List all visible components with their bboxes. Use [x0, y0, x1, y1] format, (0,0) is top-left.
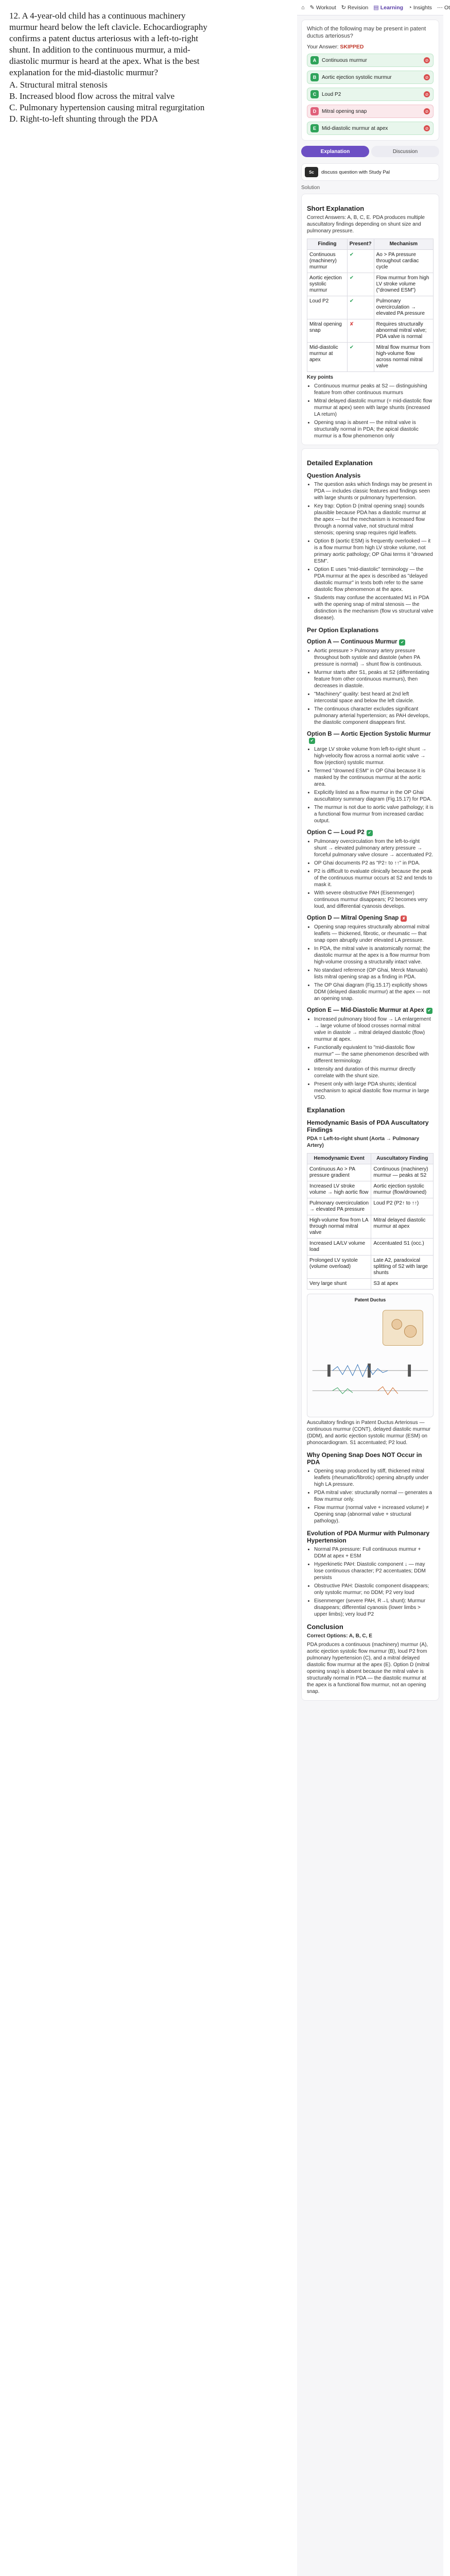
discuss-with-studypal[interactable] — [301, 163, 439, 181]
key-points-label: Key points — [307, 375, 334, 380]
option-points — [307, 924, 434, 1002]
table-row — [307, 250, 434, 273]
why-list — [307, 1468, 434, 1524]
answer-option-d[interactable] — [307, 105, 434, 118]
table-cell: Continuous (machinery) murmur — peaks at S2 — [371, 1164, 434, 1181]
table-cell: Loud P2 (P2↑ to ↑↑) — [371, 1198, 434, 1215]
check-icon: ✔ — [309, 738, 315, 744]
hemo-title: Hemodynamic Basis of PDA Auscultatory Findings — [307, 1119, 429, 1133]
table-header: Present? — [347, 239, 374, 250]
list-item: • Continuous murmur peaks at S2 — distinguishing feature from other continuous murmurs — [314, 383, 434, 396]
revision-icon: ↻ — [341, 5, 346, 11]
evolution-list — [307, 1546, 434, 1618]
check-icon: ✔ — [347, 273, 374, 296]
list-item: • Option B (aortic ESM) is frequently overlooked — it is a flow murmur from high LV stroke volume, not primary aortic pathology; OP Ghai terms it "drowned ESM". — [314, 538, 434, 565]
nav-home[interactable] — [301, 5, 305, 11]
option-text: Mid-diastolic murmur at apex — [322, 125, 388, 131]
list-item: • Opening snap requires structurally abnormal mitral leaflets — thickened, fibrotic, or rheumatic — that snap open abruptly under elevated LA pressure. — [314, 924, 434, 944]
answer-option-c[interactable] — [307, 88, 434, 101]
table-cell: Pulmonary overcirculation → elevated PA pressure — [374, 296, 433, 319]
option-e-title: Option E — Mid-Diastolic Murmur at Apex — [307, 1007, 424, 1013]
list-item: • Normal PA pressure: Full continuous murmur + DDM at apex + ESM — [314, 1546, 434, 1560]
short-explanation-text: Correct Answers: A, B, C, E. PDA produces multiple auscultatory findings depending on shunt size and pulmonary pressure. — [307, 215, 425, 234]
heart-chamber — [392, 1319, 402, 1330]
option-points — [307, 1016, 434, 1101]
question-stem: 12. A 4-year-old child has a continuous machinery murmur heard below the left clavicle. Echocardiography confirms a patent ductus arteriosus with a left-to-right shunt. In addition to the continuous murmur, a mid-diastolic murmur is heard at the apex. What is the best explanation for the mid-diastolic murmur? — [9, 11, 207, 77]
option-letter: E — [310, 124, 319, 132]
discuss-text: discuss question with Study Pal — [321, 169, 390, 175]
option-text: Loud P2 — [322, 91, 341, 97]
table-cell: S3 at apex — [371, 1279, 434, 1290]
explanation-title: Explanation — [307, 1106, 345, 1114]
card-question-title: Which of the following may be present in patent ductus arteriosus? — [307, 26, 426, 39]
nav-workout[interactable] — [310, 4, 336, 11]
option-a-explanation — [307, 639, 434, 726]
table-cell: Continuous (machinery) murmur — [307, 250, 348, 273]
question-option-d: D. Right-to-left shunting through the PDA — [9, 114, 158, 124]
conclusion-answers: Correct Options: A, B, C, E — [307, 1633, 372, 1639]
table-cell: Accentuated S1 (occ.) — [371, 1239, 434, 1256]
option-explanation-title — [307, 731, 434, 744]
list-item: • Flow murmur (normal valve + increased volume) ≠ Opening snap (abnormal valve + structural pathology). — [314, 1504, 434, 1524]
option-explanation-title — [307, 1007, 434, 1014]
table-cell: Requires structurally abnormal mitral valve; PDA valve is normal — [374, 319, 433, 343]
heart-illustration — [383, 1310, 423, 1345]
table-cell: Mid-diastolic murmur at apex — [307, 343, 348, 372]
table-cell: Late A2, paradoxical splitting of S2 with large shunts — [371, 1256, 434, 1279]
list-item: • Students may confuse the accentuated M1 in PDA with the opening snap of mitral stenosis — the distinction is the mechanism (flow vs structural valve disease). — [314, 595, 434, 621]
conclusion-title: Conclusion — [307, 1623, 343, 1631]
table-cell: Pulmonary overcirculation → elevated PA pressure — [307, 1198, 371, 1215]
check-icon: ✔ — [347, 343, 374, 372]
table-row — [307, 1215, 434, 1239]
table-row — [307, 319, 434, 343]
home-icon: ⌂ — [301, 4, 305, 11]
table-row — [307, 273, 434, 296]
option-d-explanation — [307, 915, 434, 1002]
list-item: • The question asks which findings may be present in PDA — includes classic features and findings seen with large shunts or pulmonary hypertension. — [314, 481, 434, 501]
hemodynamics-table — [307, 1153, 434, 1290]
status-icon: ⊘ — [424, 108, 430, 114]
table-cell: Mitral flow murmur from high-volume flow across normal mitral valve — [374, 343, 433, 372]
nav-other-label: Ot — [444, 4, 450, 11]
s1-mark — [327, 1365, 331, 1377]
option-letter: B — [310, 73, 319, 81]
option-c-explanation — [307, 829, 434, 910]
footer-spacer — [297, 1705, 443, 1725]
list-item: • Opening snap is absent — the mitral valve is structurally normal in PDA; the apical diastolic murmur is a flow phenomenon only — [314, 419, 434, 439]
question-card — [301, 20, 439, 141]
question-pane — [0, 0, 222, 125]
check-icon: ✔ — [347, 250, 374, 273]
list-item: • Murmur starts after S1, peaks at S2 (differentiating feature from other continuous murmurs), then decreases in diastole. — [314, 669, 434, 689]
table-row — [307, 343, 434, 372]
table-row — [307, 296, 434, 319]
option-explanation-title — [307, 829, 434, 836]
status-icon: ⊘ — [424, 57, 430, 63]
list-item: • No standard reference (OP Ghai, Merck Manuals) lists mitral opening snap as a finding in PDA. — [314, 967, 434, 980]
table-cell: Very large shunt — [307, 1279, 371, 1290]
list-item: • Termed "drowned ESM" in OP Ghai because it is masked by the continuous murmur at the aortic area. — [314, 768, 434, 788]
check-icon: ✔ — [367, 830, 373, 836]
list-item: • Aortic pressure > Pulmonary artery pressure throughout both systole and diastole (when PA pressure is normal) → shunt flow is continuous. — [314, 648, 434, 668]
table-row — [307, 1198, 434, 1215]
view-tabs — [301, 146, 439, 157]
table-cell: Increased LV stroke volume → high aortic flow — [307, 1181, 371, 1198]
insights-icon: ◔ — [408, 4, 412, 11]
status-icon: ⊘ — [424, 125, 430, 131]
hemo-subtitle: PDA = Left-to-right shunt (Aorta → Pulmonary Artery) — [307, 1136, 420, 1148]
detailed-explanation — [301, 448, 439, 1701]
diagram-caption: Auscultatory findings in Patent Ductus Arteriosus — continuous murmur (CONT), delayed diastolic murmur (DDM), and aortic ejection systolic murmur (ESM) on phonocardiogram. S1 accentuated; P2 loud. — [307, 1420, 431, 1446]
your-answer-prefix: Your Answer: — [307, 44, 339, 50]
list-item: • PDA mitral valve: structurally normal — generates a flow murmur only. — [314, 1489, 434, 1503]
option-letter: A — [310, 56, 319, 64]
option-letter: D — [310, 107, 319, 115]
heart-chamber — [404, 1325, 416, 1337]
question-option-a: A. Structural mitral stenosis — [9, 80, 108, 90]
table-cell: Ao > PA pressure throughout cardiac cycle — [374, 250, 433, 273]
table-cell: Flow murmur from high LV stroke volume ("drowned ESM") — [374, 273, 433, 296]
table-cell: Mitral opening snap — [307, 319, 348, 343]
list-item: • Pulmonary overcirculation from the left-to-right shunt → elevated pulmonary artery pressure → forceful pulmonary valve closure → accentuated P2. — [314, 838, 434, 858]
answer-option-e[interactable] — [307, 122, 434, 135]
your-answer — [307, 44, 434, 50]
table-cell: Aortic ejection systolic murmur (flow/drowned) — [371, 1181, 434, 1198]
list-item: • Obstructive PAH: Diastolic component disappears; only systolic murmur; no DDM; P2 very loud — [314, 1583, 434, 1596]
option-text: Mitral opening snap — [322, 108, 367, 114]
nav-revision[interactable] — [341, 4, 369, 11]
option-explanation-title — [307, 639, 434, 646]
list-item: • Explicitly listed as a flow murmur in the OP Ghai auscultatory summary diagram (Fig.15.17) for PDA. — [314, 789, 434, 803]
question-option-c: C. Pulmonary hypertension causing mitral regurgitation — [9, 103, 205, 112]
option-a-title: Option A — Continuous Murmur — [307, 639, 397, 645]
top-nav — [297, 0, 450, 15]
cross-icon: ✘ — [347, 319, 374, 343]
pda-auscultation-diagram — [307, 1294, 434, 1417]
evolution-title: Evolution of PDA Murmur with Pulmonary Hypertension — [307, 1530, 430, 1544]
table-header: Finding — [307, 239, 348, 250]
list-item: • Functionally equivalent to "mid-diastolic flow murmur" — the same phenomenon described with different terminology. — [314, 1044, 434, 1064]
why-title: Why Opening Snap Does NOT Occur in PDA — [307, 1451, 422, 1466]
nav-learning[interactable] — [373, 4, 403, 11]
list-item: • Mitral delayed diastolic murmur (= mid-diastolic flow murmur at apex) seen with large shunts (increased LA return) — [314, 398, 434, 418]
list-item: • The murmur is not due to aortic valve pathology; it is a functional flow murmur from increased cardiac output. — [314, 804, 434, 824]
table-row — [307, 1239, 434, 1256]
table-row — [307, 1164, 434, 1181]
cross-icon: ✘ — [401, 916, 407, 922]
option-b-title: Option B — Aortic Ejection Systolic Murmur — [307, 731, 431, 737]
table-cell: Continuous Ao > PA pressure gradient — [307, 1164, 371, 1181]
more-icon: ⋯ — [437, 5, 443, 11]
list-item: • The OP Ghai diagram (Fig.15.17) explicitly shows DDM (delayed diastolic murmur) at the apex — not an opening snap. — [314, 982, 434, 1002]
nav-revision-label: Revision — [348, 4, 369, 11]
option-points — [307, 838, 434, 910]
status-icon: ⊘ — [424, 74, 430, 80]
question-options — [9, 79, 215, 125]
option-b-explanation — [307, 731, 434, 824]
table-cell: Loud P2 — [307, 296, 348, 319]
table-header: Hemodynamic Event — [307, 1154, 371, 1164]
option-d-title: Option D — Mitral Opening Snap — [307, 915, 399, 921]
list-item: • OP Ghai documents P2 as "P2↑ to ↑↑" in PDA. — [314, 860, 434, 867]
check-icon: ✔ — [347, 296, 374, 319]
table-row — [307, 1256, 434, 1279]
list-item: • Intensity and duration of this murmur directly correlate with the shunt size. — [314, 1066, 434, 1079]
list-item: • Hyperkinetic PAH: Diastolic component ↓ — may lose continuous character; P2 accentuates; DDM persists — [314, 1561, 434, 1581]
status-icon: ⊘ — [424, 91, 430, 97]
list-item: • With severe obstructive PAH (Eisenmenger) continuous murmur disappears; P2 becomes very loud, and differential cyanosis develops. — [314, 890, 434, 910]
table-cell: Mitral delayed diastolic murmur at apex — [371, 1215, 434, 1239]
option-letter: C — [310, 90, 319, 98]
s1-mark — [408, 1365, 411, 1377]
solution-label: Solution — [301, 185, 320, 191]
studypal-logo-icon: Sc — [305, 167, 318, 177]
per-option-title: Per Option Explanations — [307, 626, 379, 634]
phonocardiogram-figure — [307, 1294, 433, 1417]
option-text: Aortic ejection systolic murmur — [322, 74, 392, 80]
solution-section — [301, 185, 439, 1701]
list-item: • Present only with large PDA shunts; identical mechanism to apical diastolic flow murmur in large VSD. — [314, 1081, 434, 1101]
table-cell: Aortic ejection systolic murmur — [307, 273, 348, 296]
answer-option-b[interactable] — [307, 71, 434, 84]
table-row — [307, 1181, 434, 1198]
answer-option-a[interactable] — [307, 54, 434, 67]
analysis-title: Question Analysis — [307, 472, 361, 479]
option-text: Continuous murmur — [322, 57, 367, 63]
findings-table — [307, 239, 434, 372]
list-item: • Opening snap produced by stiff, thickened mitral leaflets (rheumatic/fibrotic) opening abruptly under high LA pressure. — [314, 1468, 434, 1488]
list-item: • The continuous character excludes significant pulmonary arterial hypertension; as PAH develops, the diastolic component disappears first. — [314, 706, 434, 726]
list-item: • P2 is difficult to evaluate clinically because the peak of the continuous murmur occurs at S2 and tends to mask it. — [314, 868, 434, 888]
key-points-list — [307, 383, 434, 439]
list-item: • Key trap: Option D (mitral opening snap) sounds plausible because PDA has a diastolic murmur at the apex — but the mechanism is increased flow through a normal valve, not structural mitral stenosis; opening snap requires rigid leaflets. — [314, 503, 434, 536]
list-item: • Increased pulmonary blood flow → LA enlargement → large volume of blood crosses normal mitral valve in diastole → mitral delayed diastolic (flow) murmur at apex. — [314, 1016, 434, 1043]
solution-body — [301, 194, 439, 445]
table-row — [307, 1279, 434, 1290]
table-cell: Prolonged LV systole (volume overload) — [307, 1256, 371, 1279]
table-header-row — [307, 239, 434, 250]
option-points — [307, 746, 434, 824]
list-item: • Large LV stroke volume from left-to-right shunt → high-velocity flow across a normal aortic valve → flow (ejection) systolic murmur. — [314, 746, 434, 766]
list-item: • In PDA, the mitral valve is anatomically normal; the diastolic murmur at the apex is a flow murmur from high-volume crossing a structurally intact valve. — [314, 945, 434, 965]
nav-insights-label: Insights — [413, 4, 432, 11]
diagram-title: Patent Ductus — [354, 1297, 386, 1302]
list-item: • "Machinery" quality: best heard at 2nd left intercostal space and below the left clavicle. — [314, 691, 434, 704]
nav-insights[interactable] — [408, 5, 432, 11]
question-option-b: B. Increased blood flow across the mitral valve — [9, 91, 175, 101]
detailed-title: Detailed Explanation — [307, 459, 373, 467]
table-header-row — [307, 1154, 434, 1164]
option-explanation-title — [307, 915, 434, 922]
short-explanation-title: Short Explanation — [307, 205, 365, 212]
conclusion-text: PDA produces a continuous (machinery) murmur (A), aortic ejection systolic flow murmur (B), loud P2 from pulmonary hypertension (C), and a mitral delayed diastolic flow murmur at the apex (E). Option D (mitral opening snap) is absent because the mitral valve is structurally normal in PDA — the diastolic murmur at the apex is a functional flow murmur, not an opening snap. — [307, 1642, 429, 1694]
option-points — [307, 648, 434, 726]
tab-discussion[interactable]: Discussion — [371, 146, 439, 157]
app-panel — [297, 0, 450, 2576]
option-c-title: Option C — Loud P2 — [307, 829, 365, 836]
list-item: • Eisenmenger (severe PAH, R→L shunt): Murmur disappears; differential cyanosis (lower limbs > upper limbs); very loud P2 — [314, 1598, 434, 1618]
nav-learning-label: Learning — [380, 4, 404, 11]
workout-icon: ✎ — [309, 5, 315, 11]
option-e-explanation — [307, 1007, 434, 1101]
table-cell: High-volume flow from LA through normal mitral valve — [307, 1215, 371, 1239]
nav-workout-label: Workout — [316, 4, 336, 11]
check-icon: ✔ — [426, 1008, 432, 1014]
learning-icon: ▤ — [373, 5, 379, 11]
table-header: Mechanism — [374, 239, 433, 250]
nav-other[interactable] — [437, 4, 450, 11]
your-answer-value: SKIPPED — [340, 44, 364, 50]
analysis-list — [307, 481, 434, 621]
list-item: • Option E uses "mid-diastolic" terminology — the PDA murmur at the apex is described as "delayed diastolic murmur" in texts both refer to the same diastolic flow phenomenon at the apex. — [314, 566, 434, 593]
table-cell: Increased LA/LV volume load — [307, 1239, 371, 1256]
table-header: Auscultatory Finding — [371, 1154, 434, 1164]
tab-explanation[interactable]: Explanation — [301, 146, 369, 157]
check-icon: ✔ — [399, 639, 405, 646]
